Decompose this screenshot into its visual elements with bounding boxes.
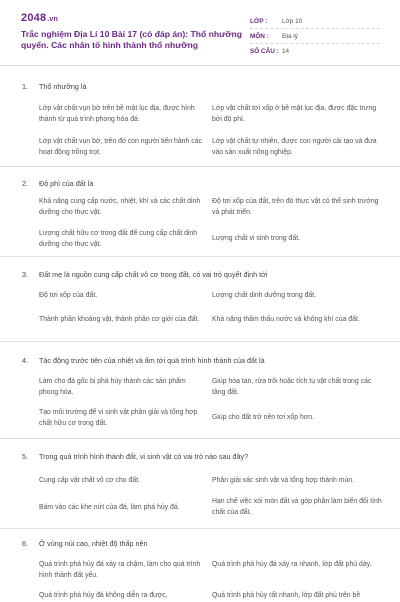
quiz-meta xyxy=(250,14,380,59)
question-number: 6. xyxy=(22,539,28,548)
answer-option[interactable]: Cung cấp vật chất vô cơ cho đất. xyxy=(39,477,141,484)
answer-option[interactable]: Tạo môi trường để vi sinh vật phân giải và tổng hợp chất hữu cơ trong đất. xyxy=(39,409,198,427)
answer-option[interactable]: Quá trình phá hủy đá không diễn ra được, xyxy=(39,592,168,599)
meta-row-subject xyxy=(250,29,380,44)
answer-option[interactable]: Lượng chất dinh dưỡng trong đất. xyxy=(212,292,317,299)
question-number: 1. xyxy=(22,82,28,91)
answer-option[interactable]: Lớp vật chất vụn bở, trên đó con người tiến hành các hoạt động trồng trọt. xyxy=(39,138,202,156)
answer-option[interactable]: Lượng chất hữu cơ trong đất để cung cấp chất dinh dưỡng cho thực vật. xyxy=(39,230,198,248)
question-item xyxy=(0,342,400,439)
answer-option[interactable]: Lớp vật chất tự nhiên, được con người cải tạo và đưa vào sản xuất nông nghiệp. xyxy=(212,138,377,156)
answer-option[interactable]: Độ tơi xốp của đất. xyxy=(39,292,98,299)
question-item xyxy=(0,529,400,600)
meta-key: LỚP : xyxy=(250,17,268,25)
meta-value: Lớp 10 xyxy=(282,17,303,25)
meta-value: 14 xyxy=(282,48,290,55)
question-item xyxy=(0,439,400,529)
answer-option[interactable]: Lượng chất vi sinh trong đất. xyxy=(212,235,301,242)
answer-option[interactable]: Giúp cho đất trở nên tơi xốp hơn. xyxy=(212,414,315,421)
meta-row-class xyxy=(250,14,380,29)
question-text: Ở vùng núi cao, nhiệt độ thấp nên xyxy=(39,539,148,548)
answer-option[interactable]: Thành phần khoáng vật, thành phần cơ giới của đất. xyxy=(39,316,200,323)
answer-option[interactable]: Giúp hòa tan, rửa trôi hoặc tích tụ vật chất trong các tầng đất. xyxy=(212,378,372,396)
meta-key: MÔN : xyxy=(250,32,269,40)
answer-option[interactable]: Lớp vật chất tơi xốp ở bề mặt lục địa, được đặc trưng bởi độ phì. xyxy=(212,105,377,123)
question-text: Thổ nhưỡng là xyxy=(39,82,87,91)
question-text: Trong quá trình hình thành đất, vi sinh vật có vai trò nào sau đây? xyxy=(39,452,249,461)
question-item xyxy=(0,257,400,342)
question-text: Đất mẹ là nguồn cung cấp chất vô cơ trong đất, có vai trò quyết định tới xyxy=(39,270,268,279)
page-title: Trắc nghiệm Địa Lí 10 Bài 17 (có đáp án): Thổ nhưỡng quyển. Các nhân tố hình thành thổ nhưỡng xyxy=(21,29,242,50)
meta-key: SỐ CÂU : xyxy=(250,48,279,55)
question-item xyxy=(0,167,400,257)
question-number: 3. xyxy=(22,270,28,279)
question-text: Tác động trước tiên của nhiệt và ẩm tới quá trình hình thành của đất là xyxy=(39,356,265,365)
page-header xyxy=(0,0,400,66)
answer-option[interactable]: Hạn chế việc xói mòn đất và góp phần làm biến đổi tính chất của đất. xyxy=(212,498,382,516)
site-logo[interactable] xyxy=(21,12,58,24)
question-number: 5. xyxy=(22,452,28,461)
question-item xyxy=(0,66,400,167)
answer-option[interactable]: Quá trình phá hủy rất nhanh, lớp đất phủ trên bề xyxy=(212,592,361,599)
answer-option[interactable]: Phân giải xác sinh vật và tổng hợp thành mùn. xyxy=(212,477,355,484)
answer-option[interactable]: Khả năng cung cấp nước, nhiệt, khí và các chất dinh dưỡng cho thực vật. xyxy=(39,198,201,216)
question-text: Độ phì của đất là xyxy=(39,179,94,188)
answer-option[interactable]: Quá trình phá hủy đá xảy ra chậm, làm cho quá trình hình thành đất yếu. xyxy=(39,561,201,579)
logo-suffix: .vn xyxy=(47,16,58,23)
meta-value: Địa lý xyxy=(282,32,298,40)
answer-option[interactable]: Khả năng thấm thấu nước và không khí của đất. xyxy=(212,316,360,323)
question-number: 2. xyxy=(22,179,28,188)
answer-option[interactable]: Lớp vật chất vụn bở trên bề mặt lục địa, được hình thành từ quá trình phong hóa đá. xyxy=(39,105,195,123)
question-number: 4. xyxy=(22,356,28,365)
meta-row-count xyxy=(250,44,380,59)
logo-text: 2048 xyxy=(21,12,47,24)
answer-option[interactable]: Quá trình phá hủy đá xảy ra nhanh, lớp đất phủ dày. xyxy=(212,561,372,568)
answer-option[interactable]: Làm cho đá gốc bị phá hủy thành các sản phẩm phong hóa. xyxy=(39,378,186,396)
answer-option[interactable]: Bám vào các khe nứt của đá, làm phá hủy đá. xyxy=(39,504,180,511)
answer-option[interactable]: Độ tơi xốp của đất, trên đó thực vật có thể sinh trưởng và phát triển. xyxy=(212,198,379,216)
